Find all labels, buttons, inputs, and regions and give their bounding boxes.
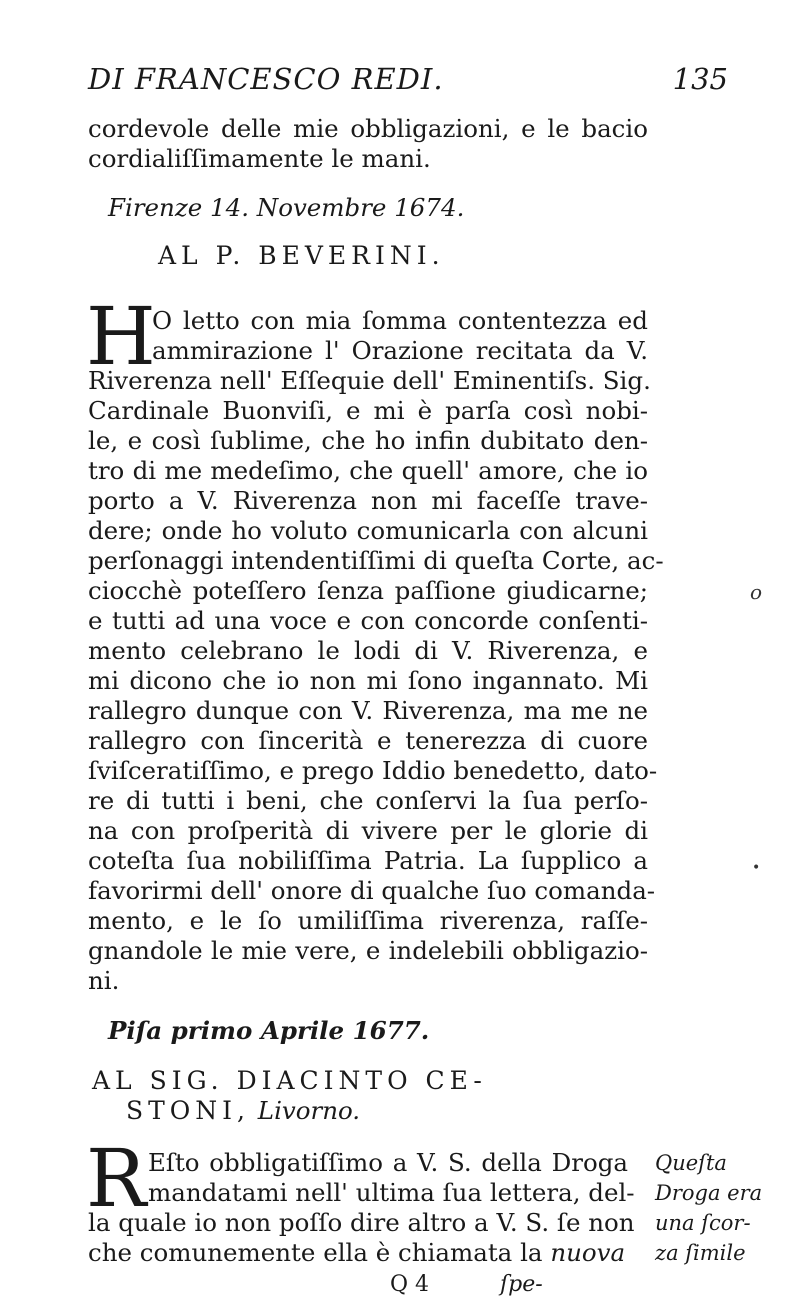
- text-line: re di tutti i beni, che conſervi la ſua perſo-: [88, 786, 648, 815]
- dateline: Piſa primo Aprile 1677.: [108, 1016, 430, 1045]
- margin-note-line: Queſta: [655, 1151, 727, 1175]
- margin-note-line: za ſimile: [655, 1241, 746, 1265]
- catchword: ſpe-: [500, 1272, 543, 1297]
- addressee-place: Livorno.: [257, 1096, 361, 1125]
- drop-cap: R: [86, 1132, 147, 1225]
- text-line: e tutti ad una voce e con concorde conſenti-: [88, 606, 648, 635]
- letter-heading: AL SIG. DIACINTO CE-: [92, 1066, 487, 1095]
- page-number: 135: [672, 62, 728, 96]
- running-header: [88, 62, 728, 106]
- text-line: porto a V. Riverenza non mi faceſſe trave-: [88, 486, 648, 515]
- text-line: O letto con mia ſomma contentezza ed: [152, 306, 648, 335]
- text-line: ammirazione l' Orazione recitata da V.: [152, 336, 648, 365]
- marginal-mark: •: [752, 860, 761, 876]
- text-line: cordialiſſimamente le mani.: [88, 144, 431, 173]
- running-title: DI FRANCESCO REDI.: [88, 62, 444, 96]
- text-line: Riverenza nell' Eſſequie dell' Eminentiſs. Sig.: [88, 366, 651, 395]
- signature-mark: Q 4: [390, 1272, 430, 1297]
- addressee-name: STONI,: [126, 1096, 250, 1125]
- text-line: ſviſceratiſſimo, e prego Iddio benedetto, dato-: [88, 756, 658, 785]
- text-line: mento celebrano le lodi di V. Riverenza, e: [88, 636, 648, 665]
- text-line: perſonaggi intendentiſſimi di queſta Corte, ac-: [88, 546, 664, 575]
- text-line: rallegro dunque con V. Riverenza, ma me ne: [88, 696, 648, 725]
- text-line: la quale io non poſſo dire altro a V. S. ſe non: [88, 1208, 635, 1237]
- text-line: na con proſperità di vivere per le glorie di: [88, 816, 648, 845]
- margin-note-line: una ſcor-: [655, 1211, 751, 1235]
- letter-heading-line2: [126, 1096, 360, 1126]
- text-line: gnandole le mie vere, e indelebili obbligazio-: [88, 936, 648, 965]
- text-run-italic: nuova: [550, 1238, 626, 1267]
- text-line: coteſta ſua nobiliſſima Patria. La ſupplico a: [88, 846, 648, 875]
- text-line: mandatami nell' ultima ſua lettera, del-: [148, 1178, 635, 1207]
- text-line: le, e così ſublime, che ho infin dubitato den-: [88, 426, 648, 455]
- text-line: dere; onde ho voluto comunicarla con alcuni: [88, 516, 648, 545]
- dateline: Firenze 14. Novembre 1674.: [108, 193, 465, 222]
- text-line: favorirmi dell' onore di qualche ſuo comanda-: [88, 876, 656, 905]
- drop-cap: H: [86, 290, 156, 383]
- text-line: Cardinale Buonviſi, e mi è parſa così nobi-: [88, 396, 648, 425]
- text-run: che comunemente ella è chiamata la: [88, 1238, 543, 1267]
- marginal-mark: o: [750, 580, 763, 604]
- text-line: [88, 1238, 625, 1268]
- text-line: ciocchè poteſſero ſenza paſſione giudicarne;: [88, 576, 648, 605]
- margin-note-line: Droga era: [655, 1181, 763, 1205]
- text-line: ni.: [88, 966, 120, 995]
- text-line: Eſto obbligatiſſimo a V. S. della Droga: [148, 1148, 628, 1177]
- text-line: cordevole delle mie obbligazioni, e le bacio: [88, 114, 648, 143]
- text-line: tro di me medeſimo, che quell' amore, che io: [88, 456, 648, 485]
- text-line: mento, e le ſo umiliſſima riverenza, raſſe-: [88, 906, 648, 935]
- letter-heading: AL P. BEVERINI.: [158, 241, 445, 270]
- text-line: mi dicono che io non mi ſono ingannato. Mi: [88, 666, 648, 695]
- text-line: rallegro con ſincerità e tenerezza di cuore: [88, 726, 648, 755]
